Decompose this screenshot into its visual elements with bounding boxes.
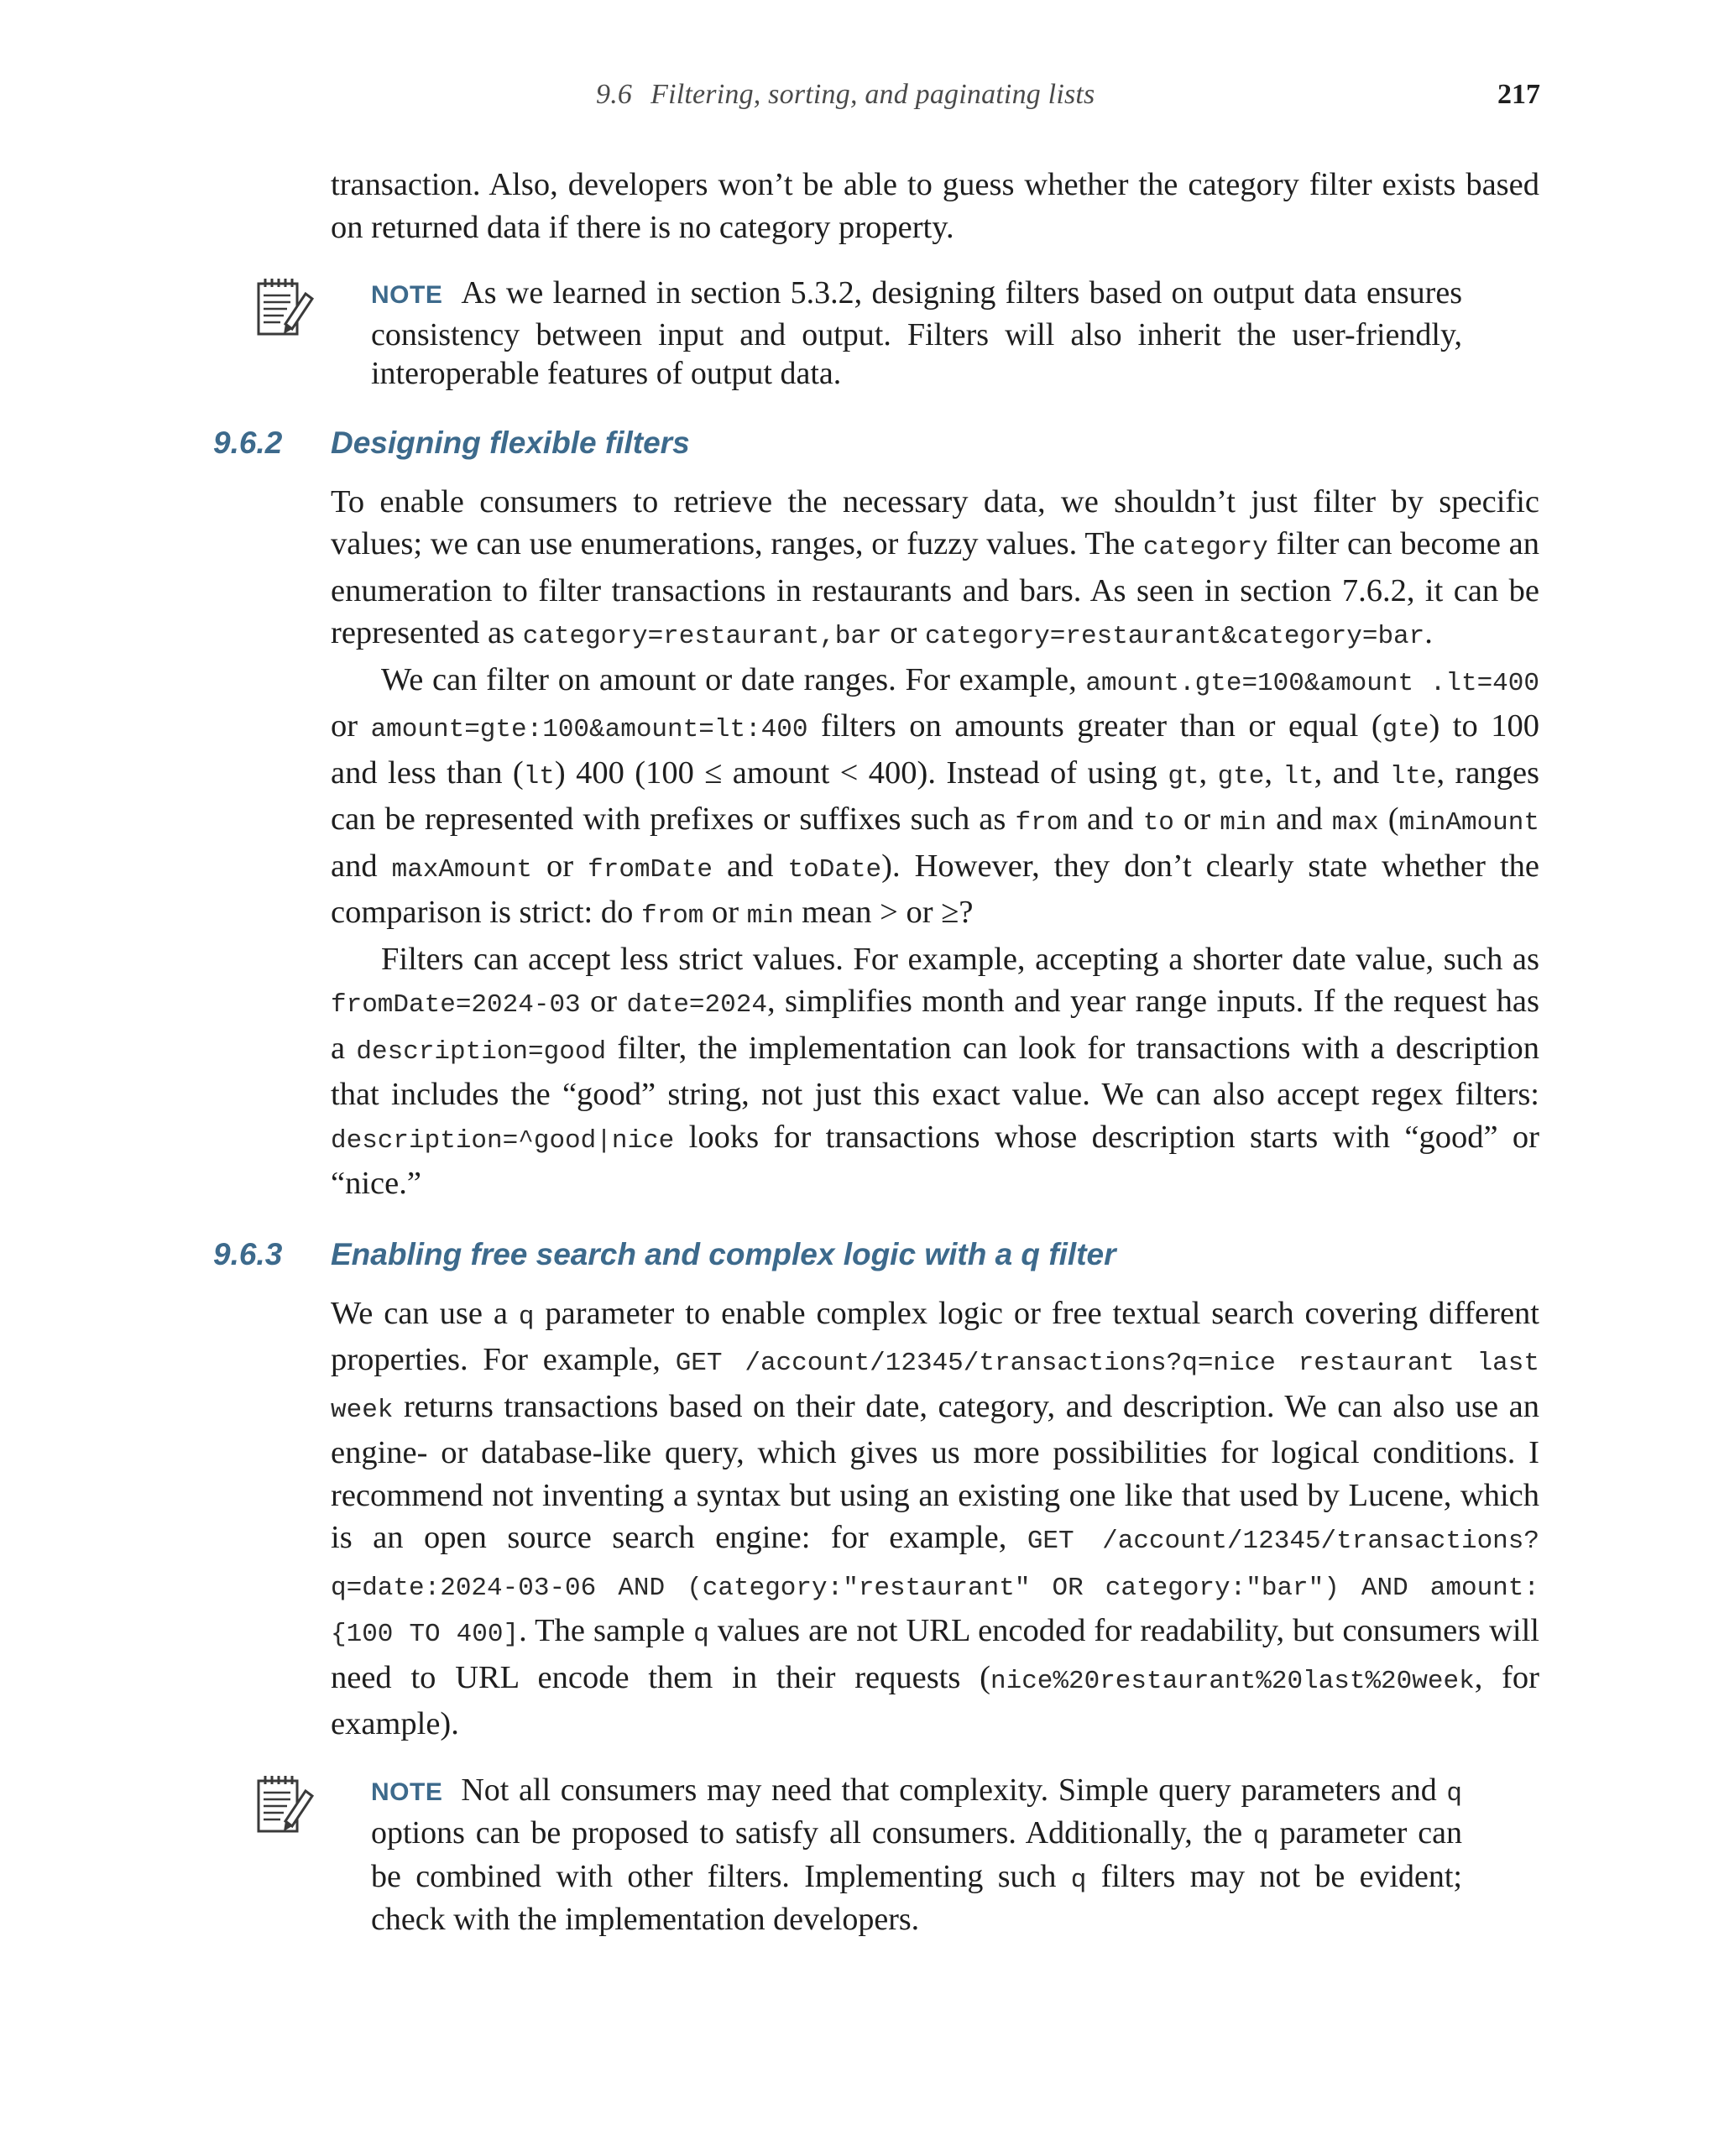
paragraph-963-1: We can use a q parameter to enable complex logic or free textual search covering different properties. For example, GET /account/12345/transactions?q=nice restaurant last week returns transactions based on their date, category, and description. We can also use an engine- or database-like query, which gives us more possibilities for logical conditions. I recommend not inventing a syntax but using an existing one like that used by Lucene, which is an open source search engine: for example, GET /account/12345/transactions?q=date:2024-03-06 AND (category:"restaurant" OR category:"bar") AND amount:{100 TO 400]. The sample q values are not URL encoded for readability, but consumers will need to URL encode them in their requests (nice%20restaurant%20last%20week, for example). [331, 1295, 1539, 1741]
note-1-label: NOTE [371, 281, 443, 309]
note-callout-2 [331, 1771, 1462, 1939]
note-2-text: NOTE Not all consumers may need that complexity. Simple query parameters and q options can be proposed to satisfy all consumers. Additionally, the q parameter can be combined with other filters. Implementing such q filters may not be evident; check with the implementation developers. [371, 1772, 1463, 1937]
intro-paragraph: transaction. Also, developers won’t be able to guess whether the category filter exists based on returned data if there is no category property. [331, 167, 1539, 245]
running-section-title: Filtering, sorting, and paginating lists [651, 79, 1095, 110]
section-heading-9-6-3 [213, 1235, 1539, 1274]
section-title-9-6-3: Enabling free search and complex logic with a q filter [331, 1236, 1116, 1271]
running-section-number: 9.6 [596, 79, 633, 110]
note-1-text [371, 274, 1462, 394]
running-head [0, 79, 1719, 119]
note-callout-1 [331, 274, 1462, 394]
notepad-pencil-icon [253, 1772, 317, 1840]
paragraph-962-2: We can filter on amount or date ranges. For example, amount.gte=100&amount .lt=400 or amount=gte:100&amount=lt:400 filters on amounts greater than or equal (gte) to 100 and less than (lt) 400 (100 ≤ amount < 400). Instead of using gt, gte, lt, and lte, ranges can be represented with prefixes or suffixes such as from and to or min and max (minAmount and maxAmount or fromDate and toDate). However, they don’t clearly state whether the comparison is strict: do from or min mean > or ≥? [331, 661, 1540, 931]
paragraph-962-1: To enable consumers to retrieve the necessary data, we shouldn’t just filter by specific values; we can use enumerations, ranges, or fuzzy values. The category filter can become an enumeration to filter transactions in restaurants and bars. As seen in section 7.6.2, it can be represented as category=restaurant,bar or category=restaurant&category=bar. [331, 483, 1539, 651]
section-number-9-6-3: 9.6.3 [213, 1236, 283, 1271]
notepad-pencil-icon [253, 275, 317, 342]
section-number-9-6-2: 9.6.2 [213, 425, 283, 460]
paragraph-962-3: Filters can accept less strict values. For example, accepting a shorter date value, such as fromDate=2024-03 or date=2024, simplifies month and year range inputs. If the request has a description=good filter, the implementation can look for transactions with a description that includes the “good” string, not just this exact value. We can also accept regex filters: description=^good|nice looks for transactions whose description starts with “good” or “nice.” [331, 941, 1539, 1201]
note-1-body: As we learned in section 5.3.2, designing filters based on output data ensures consistency between input and output. Filters will also inherit the user-friendly, interoperable features of output data. [371, 275, 1462, 391]
page-number: 217 [1497, 79, 1540, 110]
note-2-label: NOTE [371, 1778, 443, 1806]
section-heading-9-6-2 [213, 424, 1539, 462]
page-content [213, 164, 1540, 1939]
running-title [596, 79, 1095, 111]
section-title-9-6-2: Designing flexible filters [331, 425, 690, 460]
